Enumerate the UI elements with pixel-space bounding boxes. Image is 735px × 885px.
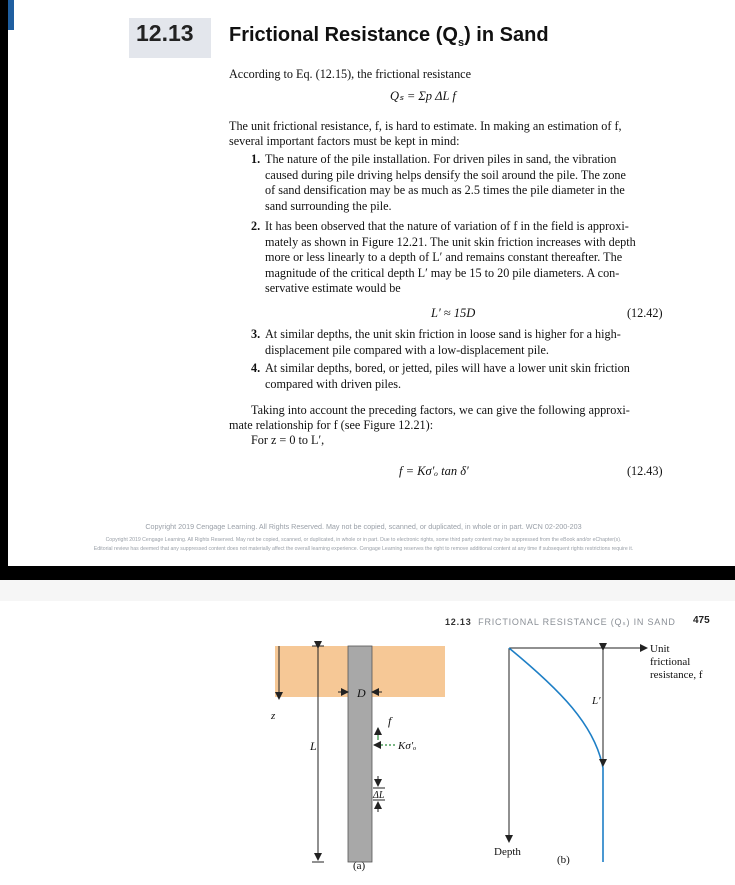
copyright-detail: Editorial review has deemed that any suppressed content does not materially affect the overall learning experience. Cengage Learning reserves the right to remove additional content at any time if subsequent rights restrictions require it. [93,546,634,552]
label-f: f [388,714,392,728]
paragraph-2: Taking into account the preceding factors, we can give the following approxi- [251,403,630,417]
copyright-notice: Copyright 2019 Cengage Learning. All Rights Reserved. May not be copied, scanned, or duplicated, in whole or in part. WCN 02-200-203 [145,522,582,531]
list-item: 3. At similar depths, the unit skin friction in loose sand is higher for a high- displacement pile compared with a low-displacement pile. [251,327,621,357]
equation-12-42: L′ ≈ 15D [431,306,476,320]
label-D: D [357,686,366,700]
equation-number-12-42: (12.42) [627,306,663,320]
label-L: L [310,739,317,753]
equation-number-12-43: (12.43) [627,464,663,478]
label-k-sigma: Kσ′ₒ [398,740,417,752]
label-L-prime: L′ [592,695,601,707]
caption-b: (b) [557,854,570,866]
figure-a-pile-diagram [270,646,445,872]
friction-curve [509,648,603,862]
figure-b-friction-profile [494,643,703,866]
copyright-detail: Copyright 2019 Cengage Learning. All Rights Reserved. May not be copied, scanned, or duplicated, in whole or in part. Due to electronic rights, some third party content may be suppressed from the eBook and/or eChapter(s). [105,537,622,543]
label-delta-L: ΔL [373,790,385,801]
paragraph-1: The unit frictional resistance, f, is hard to estimate. In making an estimation of f, [229,119,622,133]
for-z-text: For z = 0 to L′, [251,433,325,447]
paragraph-2b: mate relationship for f (see Figure 12.21): [229,418,434,432]
intro-text: According to Eq. (12.15), the frictional resistance [229,67,471,81]
axis-label-unit: Unit [650,643,670,655]
axis-label-unit: resistance, f [650,669,703,681]
pile [348,646,372,862]
axis-label-unit: frictional [650,656,691,668]
paragraph-1b: several important factors must be kept in mind: [229,134,460,148]
section-number: 12.13 [136,20,194,46]
running-head: 12.13 FRICTIONAL RESISTANCE (Qₛ) IN SAND [445,617,676,627]
list-item: 2. It has been observed that the nature of variation of f in the field is approxi- mately as shown in Figure 12.21. The unit skin friction increases with depth more or less linearly to a depth of L′ and remains constant thereafter. The magnitude of the critical depth L′ may be 15 to 20 pile diameters. A con- servative estimate would be [251,219,636,296]
list-item: 4. At similar depths, bored, or jetted, piles will have a lower unit skin friction compared with driven piles. [251,361,630,391]
page-number: 475 [693,615,710,626]
axis-label-depth: Depth [494,846,521,858]
equation-qs: Qₛ = Σp ΔL f [390,89,456,103]
list-item: 1. The nature of the pile installation. For driven piles in sand, the vibration caused during pile driving helps densify the soil around the pile. The zone of sand densification may be as much as 2.5 times the pile diameter in the sand surrounding the pile. [251,152,626,213]
caption-a: (a) [353,860,366,872]
section-title: Frictional Resistance $(Q_s)$ in Sand [229,24,549,49]
equation-12-43: f = Kσ′ₒ tan δ′ [399,464,469,478]
label-z: z [271,710,276,722]
